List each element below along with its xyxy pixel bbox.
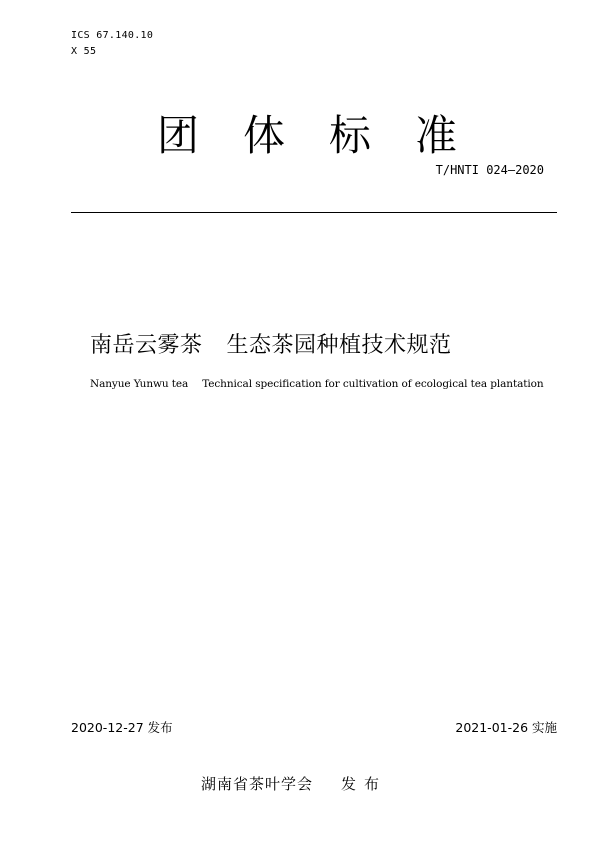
title-english [90, 378, 544, 390]
header-divider [71, 212, 557, 213]
classification-code: X 55 [71, 46, 97, 57]
ics-code: ICS 67.140.10 [71, 30, 154, 41]
title-english-part2: Technical specification for cultivation of ecological tea plantation [202, 378, 544, 390]
issue-date: 2020-12-27 发布 [71, 720, 173, 735]
standard-number: T/HNTI 024—2020 [435, 163, 544, 177]
title-chinese-part2: 生态茶园种植技术规范 [226, 333, 452, 358]
implementation-date: 2021-01-26 实施 [455, 720, 557, 735]
title-chinese-part1: 南岳云雾茶 [90, 333, 203, 358]
title-chinese [90, 328, 452, 359]
issuer-line [201, 773, 387, 794]
title-english-part1: Nanyue Yunwu tea [90, 378, 189, 390]
standard-type-title: 团体标准 [157, 111, 502, 160]
issuer-action: 发布 [341, 775, 388, 793]
issuer-name: 湖南省茶叶学会 [201, 775, 314, 793]
